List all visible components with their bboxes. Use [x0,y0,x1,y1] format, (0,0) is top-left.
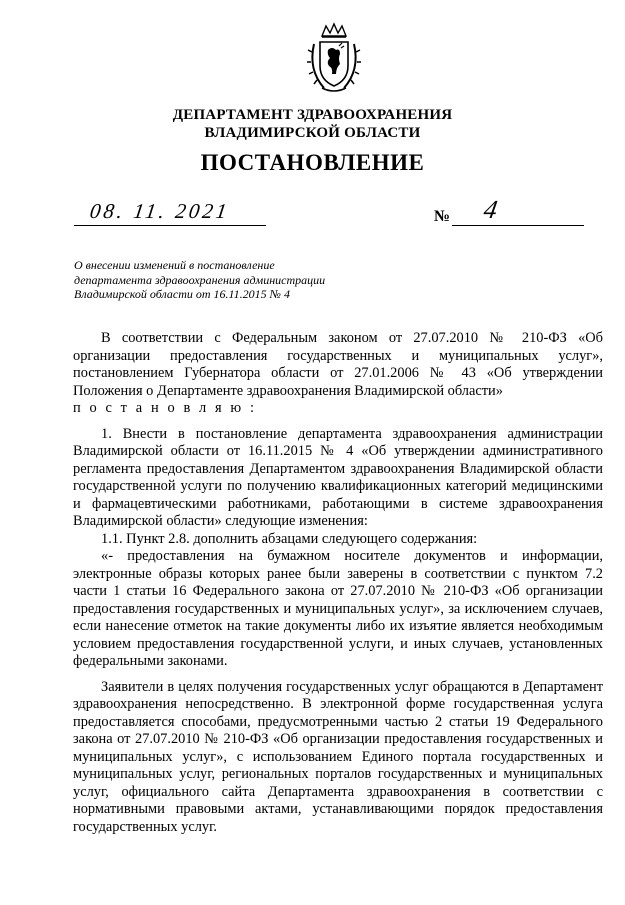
intro-paragraph: В соответствии с Федеральным законом от 27.07.2010 № 210-ФЗ «Об организации предоставления государственных и муниципальных услуг», постановлением Губернатора области от 27.01.2006 № 43 «Об утверждении Положения о Департаменте здравоохранения Владимирской области» [73,330,603,399]
paragraph-1: 1. Внести в постановление департамента здравоохранения администрации Владимирской области от 16.11.2015 № 4 «Об утверждении административного регламента предоставления Департаментом здравоохранения Владимирской области государственной услуги по получению квалификационных категорий медицинскими и фармацевтическими работниками, работающими в системе здравоохранения Владимирской области» следующие изменения: [73,425,603,529]
document-subject [74,258,374,302]
subject-line-2: департамента здравоохранения администрации [74,272,326,287]
organization-line-1: ДЕПАРТАМЕНТ ЗДРАВООХРАНЕНИЯ [172,107,453,123]
organization-line-2: ВЛАДИМИРСКОЙ ОБЛАСТИ [204,125,421,141]
paragraph-quote: «- предоставления на бумажном носителе документов и информации, электронные образы которых ранее были заверены в соответствии с пунктом 7.2 части 1 статьи 16 Федерального закона от 27.07.2010 № 210-ФЗ «Об организации предоставления государственных и муниципальных услуг», за исключением случаев, если нанесение отметок на такие документы либо их изъятие является необходимым условием предоставления государственной услуги, и иных случаев, установленных федеральными законами. [73,548,603,669]
subject-line-1: О внесении изменений в постановление [74,258,275,272]
organization-name [0,106,625,142]
paragraph-applicants: Заявители в целях получения государственных услуг обращаются в Департамент здравоохранения непосредственно. В электронной форме государственная услуга предоставляется способами, предусмотренными частью 2 статьи 19 Федерального закона от 27.07.2010 № 210-ФЗ «Об организации предоставления государственных и муниципальных услуг», с использованием Единого портала государственных и муниципальных услуг, региональных порталов государственных и муниципальных услуг, официального сайта Департамента здравоохранения в соответствии с нормативными правовыми актами, устанавливающими порядок предоставления государственных услуг. [73,678,603,835]
number-underline [452,203,584,226]
resolve-word: п о с т а н о в л я ю : [73,400,257,416]
paragraph-1-1: 1.1. Пункт 2.8. дополнить абзацами следующего содержания: [101,530,478,547]
handwritten-date: 08. 11. 2021 [88,199,232,223]
document-body [73,330,603,836]
number-label: № [434,208,451,225]
coat-of-arms-icon [306,22,362,96]
document-type-title: ПОСТАНОВЛЕНИЕ [200,150,425,175]
handwritten-number: 4 [481,195,500,224]
subject-line-3: Владимирской области от 16.11.2015 № 4 [74,287,290,301]
